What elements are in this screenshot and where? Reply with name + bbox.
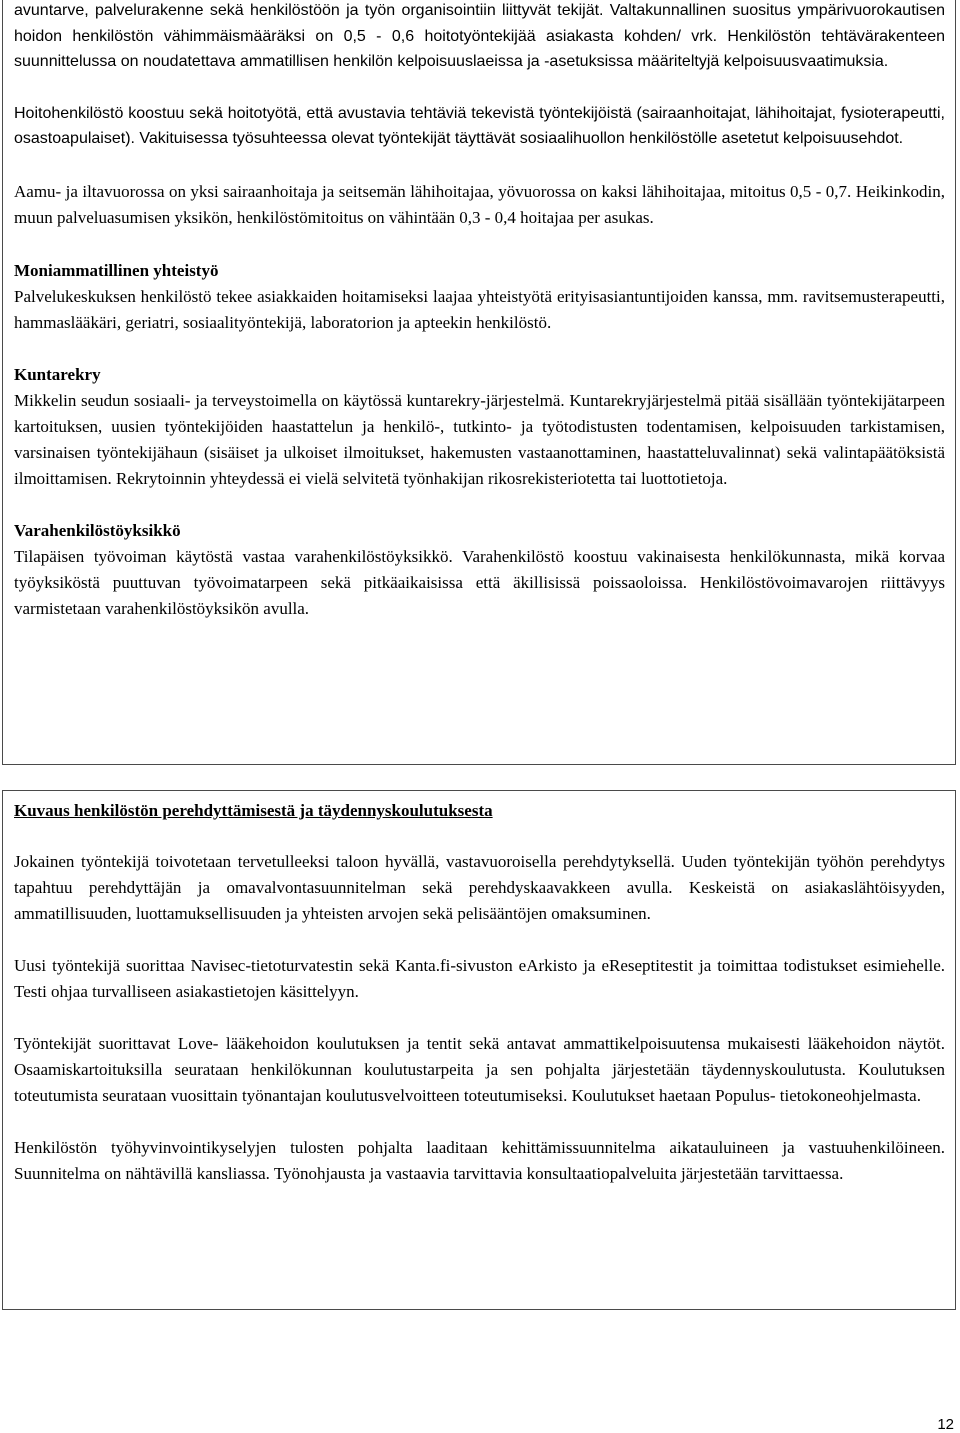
paragraph-security-tests: Uusi työntekijä suorittaa Navisec-tietoturvatestin sekä Kanta.fi-sivuston eArkisto ja eReseptitestit ja toimittaa todistukset esimiehelle. Testi ohjaa turvalliseen asiakastietojen käsittelyyn. bbox=[14, 956, 945, 1001]
paragraph-varahenkilosto: Tilapäisen työvoiman käytöstä vastaa varahenkilöstöyksikkö. Varahenkilöstö koostuu vakinaisesta henkilökunnasta, mikä korvaa työyksiköstä puuttuvan työvoimatarpeen sekä pitkäaikaisissa että äkillisissä poissaoloissa. Henkilöstövoimavarojen riittävyys varmistetaan varahenkilöstöyksikön avulla. bbox=[14, 546, 945, 618]
heading-kuntarekry: Kuntarekry bbox=[14, 364, 101, 384]
heading-perehdyttaminen: Kuvaus henkilöstön perehdyttämisestä ja täydennyskoulutuksesta bbox=[14, 801, 493, 820]
paragraph-medication-training: Työntekijät suorittavat Love- lääkehoidon koulutuksen ja tentit sekä antavat ammattikelpoisuutensa mukaisesti lääkehoidon näytöt. Osaamiskartoituksilla seurataan henkilökunnan koulutustarpeita ja sen pohjalta järjestetään täydennyskoulutusta. Koulutuksen toteutumista seurataan vuosittain työnantajan koulutusvelvoitteen toteutumiseksi. Koulutukset haetaan Populus- tietokoneohjelmasta. bbox=[14, 1034, 945, 1105]
page-number: 12 bbox=[937, 1416, 954, 1433]
heading-moniammatillinen: Moniammatillinen yhteistyö bbox=[14, 260, 219, 280]
paragraph-staffing-recommendation: avuntarve, palvelurakenne sekä henkilöstöön ja työn organisointiin liittyvät tekijät. Valtakunnallinen suositus ympärivuorokautisen hoidon henkilöstön vähimmäismääräksi on 0,5 - 0,6 hoitotyöntekijää asiakasta kohden/ vrk. Henkilöstön tehtävärakenteen suunnittelussa on noudatettava ammatillisen henkilön kelpoisuuslaeissa ja -asetuksissa määriteltyjä kelpoisuusvaatimuksia. bbox=[14, 2, 945, 71]
paragraph-kuntarekry: Mikkelin seudun sosiaali- ja terveystoimella on käytössä kuntarekry-järjestelmä. Kuntarekryjärjestelmä pitää sisällään työntekijätarpeen kartoituksen, uusien työntekijöiden haastattelun ja henkilö-, tutkinto- ja työtodistusten todentamisen, kelpoisuuden tarkistamisen, varsinaisen työntekijähaun (sisäiset ja ulkoiset ilmoitukset, hakemusten vastaanottaminen, haastatteluvalinnat) sekä valintapäätöksistä ilmoittamisen. Rekrytoinnin yhteydessä ei vielä selvitetä työnhakijan rikosrekisteriotetta tai luottotietoja. bbox=[14, 390, 945, 488]
heading-varahenkilosto: Varahenkilöstöyksikkö bbox=[14, 520, 181, 540]
staffing-section bbox=[2, 0, 956, 765]
paragraph-nursing-staff: Hoitohenkilöstö koostuu sekä hoitotyötä, että avustavia tehtäviä tekevistä työntekijöistä (sairaanhoitajat, lähihoitajat, fysioterapeutti, osastoapulaiset). Vakituisessa työsuhteessa olevat työntekijät täyttävät sosiaalihuollon henkilöstölle asetetut kelpoisuusehdot. bbox=[14, 104, 945, 148]
paragraph-orientation: Jokainen työntekijä toivotetaan tervetulleeksi taloon hyvällä, vastavuoroisella perehdytyksellä. Uuden työntekijän työhön perehdytys tapahtuu perehdyttäjän ja omavalvontasuunnitelman sekä perehdyskaavakkeen avulla. Keskeistä on asiakaslähtöisyyden, ammatillisuuden, luottamuksellisuuden ja yhteisten arvojen sekä pelisääntöjen omaksuminen. bbox=[14, 852, 945, 923]
orientation-training-section bbox=[2, 790, 956, 1310]
paragraph-shift-staffing: Aamu- ja iltavuorossa on yksi sairaanhoitaja ja seitsemän lähihoitajaa, yövuorossa on kaksi lähihoitajaa, mitoitus 0,5 - 0,7. Heikinkodin, muun palveluasumisen yksikön, henkilöstömitoitus on vähintään 0,3 - 0,4 hoitajaa per asukas. bbox=[14, 181, 945, 227]
paragraph-wellbeing-survey: Henkilöstön työhyvinvointikyselyjen tulosten pohjalta laaditaan kehittämissuunnitelma aikatauluineen ja vastuuhenkilöineen. Suunnitelma on nähtävillä kansliassa. Työnohjausta ja vastaavia tarvittavia konsultaatiopalveluita järjestetään tarvittaessa. bbox=[14, 1138, 945, 1183]
paragraph-moniammatillinen: Palvelukeskuksen henkilöstö tekee asiakkaiden hoitamiseksi laajaa yhteistyötä erityisasiantuntijoiden kanssa, mm. ravitsemusterapeutti, hammaslääkäri, geriatri, sosiaalityöntekijä, laboratorion ja apteekin henkilöstö. bbox=[14, 286, 945, 332]
